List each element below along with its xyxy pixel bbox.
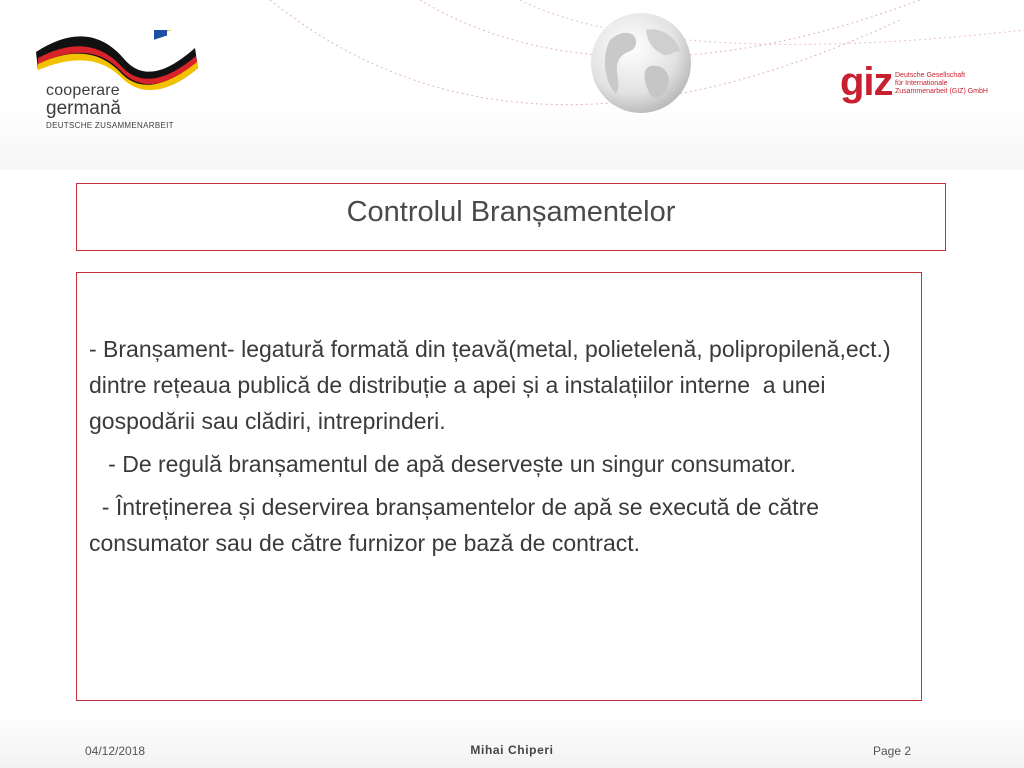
slide-title: Controlul Branșamentelor [346,196,676,228]
paragraph-maintenance: - Întreținerea și deservirea branșamentelor de apă se execută de către consumator sau de către furnizor pe bază de contract. [89,494,826,556]
paragraph-definition: - Branșament- legatură formată din țeavă(metal, polietelenă, polipropilenă,ect.) dintre rețeaua publică de distribuție a apei și a instalațiilor interne a unei gospodării sau clădiri, intreprinderi. [89,336,897,434]
giz-subtitle [895,72,988,96]
content-text [89,331,915,568]
logo-left-line3: DEUTSCHE ZUSAMMENARBEIT [46,121,174,130]
logo-left-line1: cooperare [46,82,120,99]
footer-author: Mihai Chiperi [470,743,554,757]
giz-logo [840,62,1000,112]
giz-subtitle-line2: für Internationale [895,80,948,87]
giz-mark: giz [840,60,893,104]
footer-page-number: Page 2 [873,744,912,758]
cooperare-germana-logo [30,30,210,140]
footer-band [0,712,1024,768]
giz-subtitle-line1: Deutsche Gesellschaft [895,72,966,79]
globe-icon [588,10,694,116]
footer-date: 04/12/2018 [85,744,146,758]
content-box [76,272,922,701]
title-box [76,183,946,251]
giz-subtitle-line3: Zusammenarbeit (GIZ) GmbH [895,88,988,95]
flag-ribbon-icon [30,30,210,90]
logo-left-line2: germană [46,98,121,119]
paragraph-single-consumer: - De regulă branșamentul de apă deservește un singur consumator. [89,451,797,477]
